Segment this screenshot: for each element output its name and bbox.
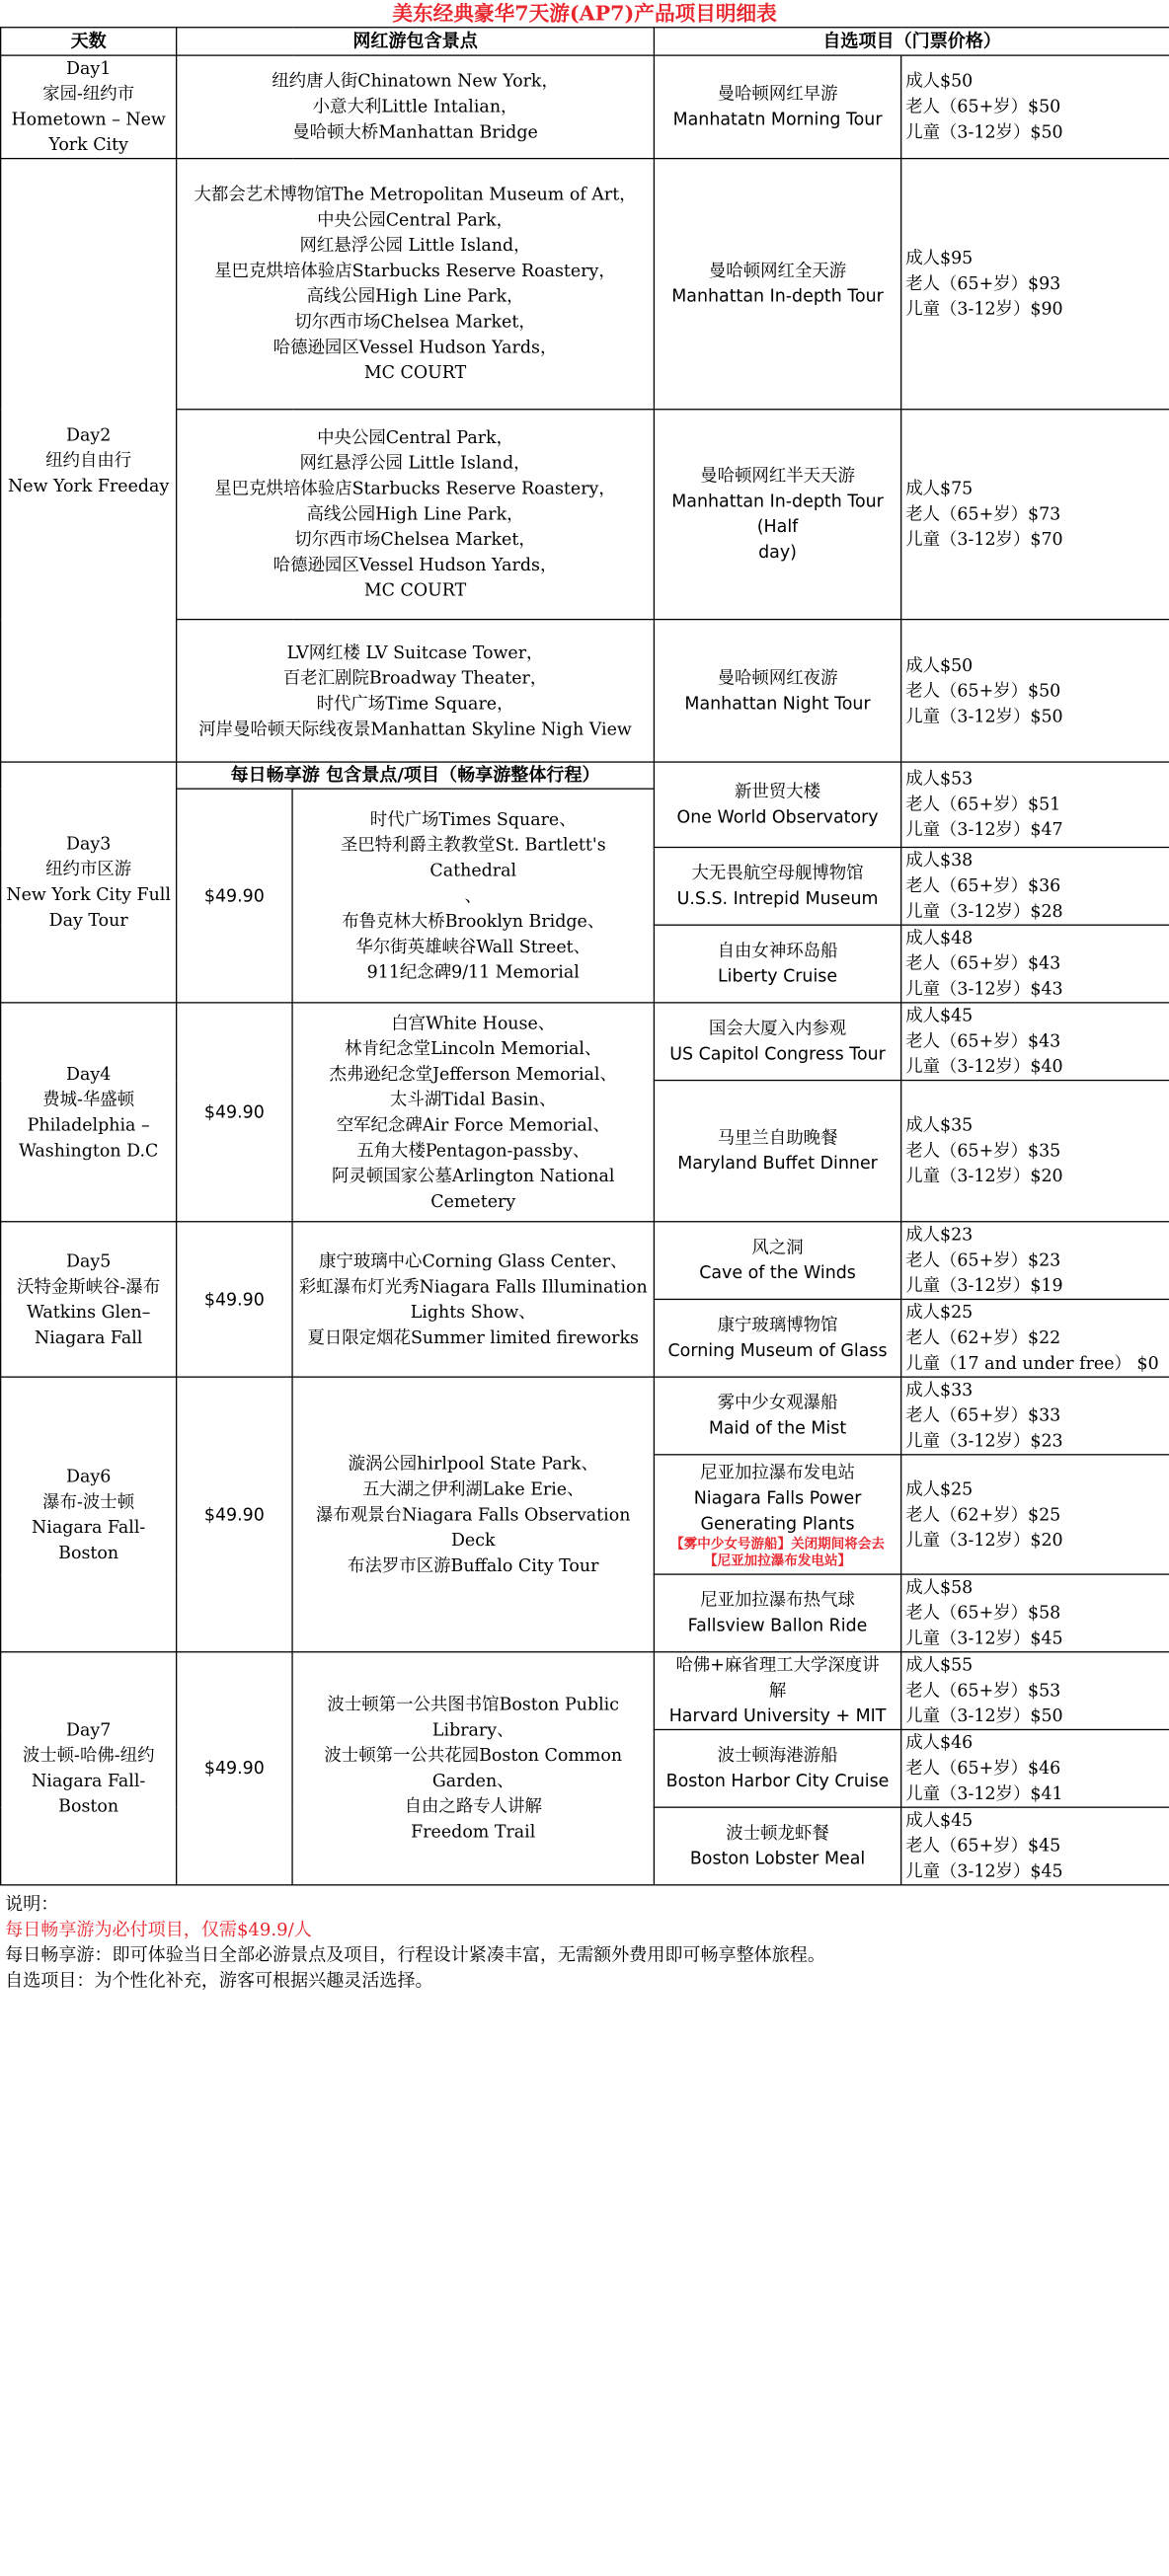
- day5-option-1-prices-line: 儿童（17 and under free） $0: [905, 1353, 1159, 1374]
- day6-option-1-note-line: 【尼亚加拉瀑布发电站】: [704, 1553, 852, 1568]
- day1-option-0-prices: [901, 55, 1169, 158]
- day6-option-0-prices: [901, 1377, 1169, 1455]
- day7-spots-line: Freedom Trail: [411, 1821, 536, 1843]
- day3-spots-line: 圣巴特利爵主教教堂St. Bartlett's Cathedral: [340, 834, 606, 881]
- day7-option-2-prices-line: 儿童（3-12岁）$45: [905, 1860, 1063, 1882]
- day2-row2-name-line: Manhattan Night Tour: [684, 693, 871, 715]
- day7-option-0-prices-line: 儿童（3-12岁）$50: [905, 1705, 1063, 1727]
- day7-option-0-name-line: 哈佛+麻省理工大学深度讲: [675, 1655, 880, 1676]
- day3-cell-line: Day Tour: [48, 910, 128, 931]
- day7-spots: [292, 1652, 654, 1885]
- day1-spots-line: 小意大利Little Intalian，: [312, 97, 518, 117]
- day7-cell-line: 波士顿-哈佛-纽约: [22, 1745, 155, 1767]
- day4-cell-line: Washington D.C: [19, 1140, 159, 1161]
- header-spots: 网红游包含景点: [177, 28, 655, 55]
- day3-spots-line: 911纪念碑9/11 Memorial: [366, 961, 580, 983]
- day3-option-1-prices: [901, 847, 1169, 925]
- day4-option-1-prices-line: 老人（65+岁）$35: [905, 1140, 1061, 1162]
- day3-cell-line: New York City Full: [6, 884, 171, 906]
- day4-option-1-prices-line: 儿童（3-12岁）$20: [905, 1166, 1063, 1187]
- day5-cell-line: Day5: [66, 1250, 112, 1272]
- day4-spots-line: 白宫White House、: [391, 1013, 556, 1033]
- day1-cell-line: 家园-纽约市: [42, 84, 135, 105]
- day2-row1-spots: [177, 410, 655, 620]
- day1-cell-line: Hometown – New: [11, 109, 166, 130]
- day6-option-0-name: [654, 1377, 900, 1455]
- day4-cell-line: Philadelphia –: [27, 1114, 150, 1136]
- day6-spots-line: Deck: [450, 1529, 496, 1551]
- day2-row0-spots-line: MC COURT: [363, 362, 467, 384]
- day1-option-0-name-line: Manhatatn Morning Tour: [672, 109, 883, 130]
- day1-cell: [1, 55, 177, 158]
- day5-option-1-prices-line: 成人$25: [905, 1302, 974, 1324]
- day3-option-1-prices-line: 儿童（3-12岁）$28: [905, 901, 1063, 922]
- day2-row1-name: [654, 410, 900, 620]
- notes-section: [5, 1892, 1164, 1994]
- day1-option-0-name: [654, 55, 900, 158]
- day6-option-2-name-line: 尼亚加拉瀑布热气球: [700, 1590, 855, 1611]
- day5-option-1-prices-line: 老人（62+岁）$22: [905, 1327, 1061, 1349]
- day2-row0-spots-line: 哈德逊园区Vessel Hudson Yards，: [273, 337, 558, 358]
- day6-option-1-prices-line: 儿童（3-12岁）$20: [905, 1529, 1063, 1551]
- day3-option-0-name-line: 新世贸大楼: [735, 782, 821, 802]
- day2-cell-line: New York Freeday: [8, 475, 170, 496]
- day1-option-0-prices-line: 老人（65+岁）$50: [905, 97, 1061, 117]
- day5-cell-line: Niagara Fall: [34, 1326, 143, 1348]
- day3-option-2-prices-line: 儿童（3-12岁）$43: [905, 979, 1063, 1000]
- day2-row0-name-line: 曼哈顿网红全天游: [708, 261, 847, 282]
- day6-option-2-prices-line: 儿童（3-12岁）$45: [905, 1628, 1063, 1649]
- day7-cell-line: Niagara Fall-Boston: [32, 1771, 146, 1817]
- day1-option-0-name-line: 曼哈顿网红早游: [717, 84, 838, 105]
- day7-option-2-prices: [901, 1807, 1169, 1885]
- day6-spots-line: 漩涡公园hirlpool State Park、: [348, 1453, 598, 1475]
- day5-spots: [292, 1222, 654, 1377]
- day3-option-1-name-line: U.S.S. Intrepid Museum: [676, 888, 879, 910]
- day6-option-0-prices-line: 儿童（3-12岁）$23: [905, 1430, 1063, 1452]
- day6-option-0-name-line: 雾中少女观瀑船: [717, 1393, 838, 1413]
- day7-option-1-prices: [901, 1729, 1169, 1807]
- day6-option-1-note-line: 【雾中少女号游船】关闭期间将会去: [670, 1536, 885, 1552]
- day3-cell-line: 纽约市区游: [45, 859, 132, 880]
- notes-heading: 说明：: [5, 1894, 59, 1916]
- day7-option-2-prices-line: 老人（65+岁）$45: [905, 1836, 1061, 1856]
- day7-cell-line: Day7: [66, 1719, 112, 1741]
- notes-line-optional: 自选项目：为个性化补充，游客可根据兴趣灵活选择。: [5, 1970, 433, 1992]
- day5-option-0-prices-line: 儿童（3-12岁）$19: [905, 1275, 1063, 1297]
- day2-row0-name: [654, 159, 900, 410]
- day5-option-0-name-line: 风之洞: [751, 1237, 804, 1258]
- day2-row0-spots-line: 大都会艺术博物馆The Metropolitan Museum of Art，: [194, 185, 637, 205]
- day1-spots-line: 纽约唐人街Chinatown New York，: [272, 71, 559, 92]
- day5-price: $49.90: [177, 1222, 292, 1377]
- day6-option-1-name-lines-line: Niagara Falls Power: [693, 1487, 862, 1509]
- day6-spots: [292, 1377, 654, 1652]
- day3-price: $49.90: [177, 789, 292, 1003]
- day4-option-0-prices-line: 儿童（3-12岁）$40: [905, 1056, 1063, 1078]
- header-days: 天数: [1, 28, 177, 55]
- day2-row1-name-line: Manhattan In-depth Tour (Half: [671, 491, 884, 538]
- day7-spots-line: 自由之路专人讲解: [404, 1796, 542, 1817]
- day4-cell: [1, 1003, 177, 1222]
- day4-spots-line: 阿灵顿国家公墓Arlington National: [332, 1165, 615, 1186]
- day3-option-1-name: [654, 847, 900, 925]
- day7-option-1-prices-line: 成人$46: [905, 1732, 974, 1754]
- day2-row0-prices-line: 儿童（3-12岁）$90: [905, 299, 1063, 320]
- day2-cell-line: 纽约自由行: [45, 450, 132, 471]
- day2-row1-name-line: 曼哈顿网红半天天游: [700, 466, 855, 487]
- day4-spots: [292, 1003, 654, 1222]
- day6-option-1-prices: [901, 1455, 1169, 1574]
- day1-option-0-prices-line: 儿童（3-12岁）$50: [905, 121, 1063, 143]
- day5-option-0-name: [654, 1222, 900, 1300]
- day7-option-1-prices-line: 儿童（3-12岁）$41: [905, 1783, 1063, 1804]
- day2-row2-spots-line: 百老汇剧院Broadway Theater，: [282, 667, 548, 689]
- day5-spots-line: 康宁玻璃中心Corning Glass Center、: [318, 1250, 628, 1272]
- day4-option-0-name-line: US Capitol Congress Tour: [669, 1043, 886, 1065]
- day2-row1-prices-line: 成人$75: [905, 479, 974, 499]
- day7-option-0-name: [654, 1652, 900, 1730]
- day3-option-0-name-line: One World Observatory: [676, 806, 879, 828]
- day2-row1-name-line: day): [758, 542, 797, 564]
- day4-option-1-prices-line: 成人$35: [905, 1115, 974, 1136]
- day6-option-2-name: [654, 1574, 900, 1652]
- itinerary-table: [0, 27, 1169, 1885]
- day5-option-0-name-line: Cave of the Winds: [699, 1262, 856, 1284]
- day3-option-2-name: [654, 925, 900, 1003]
- day4-option-0-prices: [901, 1003, 1169, 1081]
- day1-cell-line: York City: [48, 134, 128, 156]
- day2-row1-prices: [901, 410, 1169, 620]
- day2-row2-spots-line: LV网红楼 LV Suitcase Tower，: [286, 642, 544, 663]
- day5-option-1-name-line: Corning Museum of Glass: [667, 1340, 888, 1362]
- day5-option-0-prices-line: 老人（65+岁）$23: [905, 1250, 1061, 1271]
- day6-spots-line: 布法罗市区游Buffalo City Tour: [348, 1554, 599, 1576]
- day1-option-0-prices-line: 成人$50: [905, 71, 974, 92]
- day5-cell-line: 沃特金斯峡谷-瀑布: [17, 1276, 161, 1297]
- day2-row2-spots: [177, 620, 655, 762]
- day4-cell-line: 费城-华盛顿: [42, 1089, 135, 1110]
- day7-option-2-prices-line: 成人$45: [905, 1810, 974, 1832]
- day3-option-0-prices-line: 成人$53: [905, 769, 974, 790]
- day3-option-1-name-line: 大无畏航空母舰博物馆: [691, 863, 864, 884]
- day6-option-2-prices-line: 成人$58: [905, 1577, 974, 1598]
- day2-row0-spots-line: 星巴克烘培体验店Starbucks Reserve Roastery，: [214, 261, 616, 282]
- day2-row0-spots: [177, 159, 655, 410]
- day4-spots-line: Cemetery: [430, 1190, 516, 1212]
- day6-option-2-prices: [901, 1574, 1169, 1652]
- day6-option-2-prices-line: 老人（65+岁）$58: [905, 1603, 1061, 1624]
- day4-option-0-prices-line: 成人$45: [905, 1006, 974, 1026]
- day7-option-1-name: [654, 1729, 900, 1807]
- day5-option-0-prices: [901, 1222, 1169, 1300]
- day7-option-2-name-line: Boston Lobster Meal: [689, 1849, 866, 1869]
- day6-spots-line: 瀑布观景台Niagara Falls Observation: [316, 1504, 631, 1525]
- day6-option-0-prices-line: 成人$33: [905, 1380, 974, 1401]
- day2-row2-prices-line: 老人（65+岁）$50: [905, 680, 1061, 702]
- day4-spots-line: 太斗湖Tidal Basin、: [390, 1089, 557, 1110]
- day2-row2-spots-line: 时代广场Time Square，: [316, 693, 514, 715]
- day5-option-0-prices-line: 成人$23: [905, 1224, 974, 1246]
- day6-spots-line: 五大湖之伊利湖Lake Erie、: [361, 1478, 584, 1499]
- day4-option-0-prices-line: 老人（65+岁）$43: [905, 1030, 1061, 1052]
- day7-option-2-name-line: 波士顿龙虾餐: [726, 1823, 829, 1844]
- day2-row1-prices-line: 老人（65+岁）$73: [905, 503, 1061, 525]
- day2-row0-prices-line: 老人（65+岁）$93: [905, 273, 1061, 294]
- day4-spots-line: 空军纪念碑Air Force Memorial、: [336, 1114, 610, 1136]
- day2-cell-line: Day2: [66, 424, 112, 445]
- day3-option-0-prices-line: 儿童（3-12岁）$47: [905, 819, 1063, 841]
- day6-option-1-prices-line: 成人$25: [905, 1478, 974, 1499]
- day7-price: $49.90: [177, 1652, 292, 1885]
- day7-option-1-name-line: 波士顿海港游船: [717, 1745, 838, 1767]
- day6-cell: [1, 1377, 177, 1652]
- day2-row2-spots-line: 河岸曼哈顿天际线夜景Manhattan Skyline Nigh View: [198, 719, 632, 739]
- day6-option-1-prices-line: 老人（62+岁）$25: [905, 1504, 1061, 1525]
- day3-option-0-prices: [901, 762, 1169, 847]
- day3-option-2-prices: [901, 925, 1169, 1003]
- day7-option-1-name-line: Boston Harbor City Cruise: [665, 1771, 890, 1792]
- day4-option-1-name-line: Maryland Buffet Dinner: [677, 1153, 878, 1174]
- day7-option-0-name-line: Harvard University + MIT: [668, 1705, 887, 1727]
- header-optional: 自选项目（门票价格）: [654, 28, 1169, 55]
- day7-spots-line: 波士顿第一公共图书馆Boston Public: [327, 1694, 620, 1715]
- day6-option-0-prices-line: 老人（65+岁）$33: [905, 1405, 1061, 1426]
- day4-option-0-name-line: 国会大厦入内参观: [708, 1019, 847, 1039]
- day2-row2-prices: [901, 620, 1169, 762]
- day3-option-1-prices-line: 老人（65+岁）$36: [905, 875, 1061, 897]
- day2-row1-spots-line: 星巴克烘培体验店Starbucks Reserve Roastery，: [214, 479, 616, 499]
- day3-spots-line: 华尔街英雄峡谷Wall Street、: [355, 936, 591, 957]
- day4-option-0-name: [654, 1003, 900, 1081]
- day6-option-1-note: [658, 1536, 898, 1569]
- day6-option-1-name-lines-line: 尼亚加拉瀑布发电站: [700, 1462, 855, 1483]
- day6-option-1-name-lines: [658, 1460, 898, 1536]
- day6-option-0-name-line: Maid of the Mist: [708, 1418, 847, 1439]
- day2-row2-prices-line: 儿童（3-12岁）$50: [905, 706, 1063, 726]
- day3-spots-line: 、: [464, 885, 482, 906]
- day4-spots-line: 林肯纪念堂Lincoln Memorial、: [345, 1037, 602, 1059]
- day3-spots-line: 布鲁克林大桥Brooklyn Bridge、: [342, 910, 605, 932]
- day7-spots-line: Library、: [431, 1719, 514, 1741]
- day4-spots-line: 杰弗逊纪念堂Jefferson Memorial、: [329, 1063, 617, 1085]
- day3-option-2-prices-line: 老人（65+岁）$43: [905, 953, 1061, 974]
- day6-price: $49.90: [177, 1377, 292, 1652]
- notes-line-daily: 每日畅享游：即可体验当日全部必游景点及项目，行程设计紧凑丰富，无需额外费用即可畅享整体旅程。: [5, 1945, 825, 1966]
- day7-cell: [1, 1652, 177, 1885]
- day3-cell-line: Day3: [66, 833, 112, 855]
- day7-spots-line: Garden、: [431, 1771, 514, 1792]
- day1-spots: [177, 55, 655, 158]
- day2-row1-spots-line: 高线公园High Line Park，: [306, 503, 524, 525]
- day2-row0-spots-line: 高线公园High Line Park，: [306, 286, 524, 307]
- day2-row0-spots-line: 中央公园Central Park，: [317, 209, 514, 231]
- day7-option-0-prices-line: 成人$55: [905, 1655, 974, 1676]
- day3-spots: [292, 789, 654, 1003]
- day2-cell: [1, 159, 177, 762]
- day7-spots-line: 波士顿第一公共花园Boston Common: [324, 1745, 623, 1767]
- day1-spots-line: 曼哈顿大桥Manhattan Bridge: [292, 121, 538, 143]
- day3-option-2-prices-line: 成人$48: [905, 928, 974, 949]
- day6-cell-line: 瀑布-波士顿: [42, 1491, 135, 1512]
- day5-option-1-name: [654, 1299, 900, 1377]
- day2-row0-prices: [901, 159, 1169, 410]
- day4-price: $49.90: [177, 1003, 292, 1222]
- day4-option-1-prices: [901, 1081, 1169, 1222]
- day6-option-2-name-line: Fallsview Ballon Ride: [687, 1616, 868, 1636]
- day3-option-1-prices-line: 成人$38: [905, 850, 974, 871]
- day2-row1-spots-line: 哈德逊园区Vessel Hudson Yards，: [273, 555, 558, 576]
- day5-cell-line: Watkins Glen–: [27, 1302, 151, 1323]
- day6-cell-line: Day6: [66, 1466, 112, 1487]
- day7-option-0-prices-line: 老人（65+岁）$53: [905, 1680, 1061, 1702]
- day1-cell-line: Day1: [66, 58, 112, 79]
- day7-option-0-prices: [901, 1652, 1169, 1730]
- page-title: 美东经典豪华7天游(AP7)产品项目明细表: [392, 1, 777, 26]
- day2-row0-spots-line: 网红悬浮公园 Little Island，: [299, 235, 531, 257]
- day5-option-1-prices: [901, 1299, 1169, 1377]
- day2-row2-prices-line: 成人$50: [905, 654, 974, 676]
- day7-option-0-name-line: 解: [768, 1680, 787, 1702]
- day2-row0-spots-line: 切尔西市场Chelsea Market，: [294, 312, 536, 333]
- day4-cell-line: Day4: [66, 1063, 112, 1085]
- day3-cell: [1, 762, 177, 1003]
- day4-spots-line: 五角大楼Pentagon-passby、: [356, 1140, 590, 1161]
- day6-cell-line: Niagara Fall-Boston: [32, 1517, 146, 1563]
- daily-tour-header: 每日畅享游 包含景点/项目（畅享游整体行程）: [177, 762, 655, 789]
- day6-option-1-name-lines-line: Generating Plants: [700, 1513, 855, 1534]
- notes-line-required: 每日畅享游为必付项目，仅需$49.9/人: [5, 1920, 312, 1940]
- day5-spots-line: 彩虹瀑布灯光秀Niagara Falls Illumination: [298, 1276, 648, 1297]
- day5-spots-line: 夏日限定烟花Summer limited fireworks: [307, 1326, 639, 1348]
- day2-row0-name-line: Manhattan In-depth Tour: [671, 286, 884, 307]
- day2-row0-prices-line: 成人$95: [905, 248, 974, 269]
- day4-option-1-name: [654, 1081, 900, 1222]
- day2-row2-name: [654, 620, 900, 762]
- day2-row1-prices-line: 儿童（3-12岁）$70: [905, 529, 1063, 551]
- day4-option-1-name-line: 马里兰自助晚餐: [717, 1127, 838, 1149]
- day2-row1-spots-line: 网红悬浮公园 Little Island，: [299, 453, 531, 474]
- day2-row1-spots-line: 切尔西市场Chelsea Market，: [294, 529, 536, 551]
- day3-spots-line: 时代广场Times Square、: [369, 808, 577, 830]
- day5-spots-line: Lights Show、: [410, 1302, 536, 1323]
- day5-cell: [1, 1222, 177, 1377]
- day6-option-1-name: [654, 1455, 900, 1574]
- day3-option-2-name-line: 自由女神环岛船: [717, 941, 838, 961]
- day7-option-2-name: [654, 1807, 900, 1885]
- day2-row1-spots-line: 中央公园Central Park，: [317, 427, 514, 449]
- day5-option-1-name-line: 康宁玻璃博物馆: [717, 1315, 838, 1336]
- day3-option-0-prices-line: 老人（65+岁）$51: [905, 794, 1061, 815]
- day3-option-2-name-line: Liberty Cruise: [717, 966, 838, 987]
- day7-option-1-prices-line: 老人（65+岁）$46: [905, 1758, 1061, 1780]
- day2-row2-name-line: 曼哈顿网红夜游: [717, 667, 838, 689]
- day2-row1-spots-line: MC COURT: [363, 580, 467, 601]
- day3-option-0-name: [654, 762, 900, 847]
